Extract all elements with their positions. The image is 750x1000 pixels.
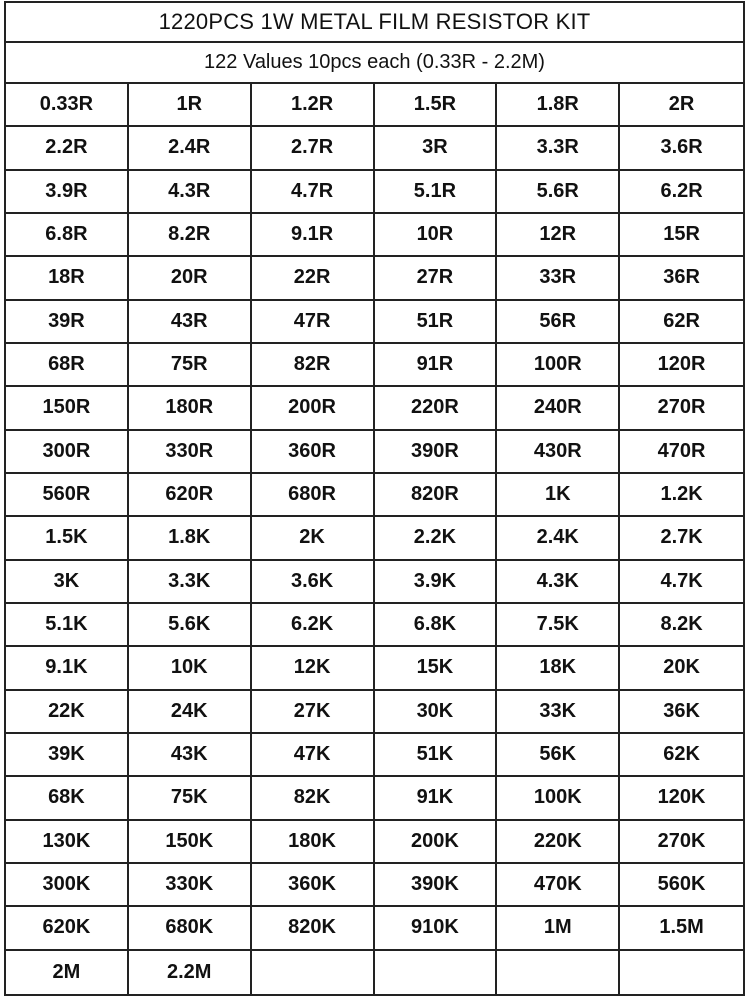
resistor-value-cell: 3.6K (252, 561, 375, 604)
resistor-value-cell: 330R (129, 431, 252, 474)
resistor-value-cell: 620K (6, 907, 129, 950)
resistor-value-cell: 3.9K (375, 561, 498, 604)
resistor-value-cell: 4.3R (129, 171, 252, 214)
resistor-value-cell: 2M (6, 951, 129, 994)
resistor-value-cell: 200K (375, 821, 498, 864)
resistor-value-cell: 3.3K (129, 561, 252, 604)
resistor-value-cell: 3R (375, 127, 498, 170)
resistor-value-cell: 20K (620, 647, 743, 690)
resistor-value-cell: 4.7R (252, 171, 375, 214)
resistor-value-cell: 2.7K (620, 517, 743, 560)
resistor-value-cell: 6.8K (375, 604, 498, 647)
resistor-value-cell: 180R (129, 387, 252, 430)
resistor-value-cell: 10R (375, 214, 498, 257)
resistor-value-cell: 82K (252, 777, 375, 820)
empty-cell (375, 951, 498, 994)
resistor-value-cell: 0.33R (6, 84, 129, 127)
resistor-value-cell: 1.5M (620, 907, 743, 950)
resistor-value-cell: 560K (620, 864, 743, 907)
resistor-value-cell: 200R (252, 387, 375, 430)
resistor-value-cell: 270R (620, 387, 743, 430)
resistor-value-cell: 82R (252, 344, 375, 387)
resistor-value-cell: 300K (6, 864, 129, 907)
resistor-value-cell: 9.1K (6, 647, 129, 690)
resistor-value-cell: 12R (497, 214, 620, 257)
resistor-value-cell: 47K (252, 734, 375, 777)
resistor-value-cell: 1.8K (129, 517, 252, 560)
resistor-value-cell: 3K (6, 561, 129, 604)
resistor-value-cell: 150K (129, 821, 252, 864)
resistor-value-cell: 9.1R (252, 214, 375, 257)
resistor-value-cell: 2.2K (375, 517, 498, 560)
resistor-value-cell: 5.1R (375, 171, 498, 214)
resistor-value-cell: 1.2K (620, 474, 743, 517)
resistor-value-cell: 3.6R (620, 127, 743, 170)
resistor-value-cell: 18R (6, 257, 129, 300)
resistor-value-cell: 2.4K (497, 517, 620, 560)
resistor-value-cell: 120K (620, 777, 743, 820)
resistor-value-cell: 2.7R (252, 127, 375, 170)
resistor-value-cell: 43R (129, 301, 252, 344)
resistor-value-cell: 15K (375, 647, 498, 690)
resistor-value-cell: 2.4R (129, 127, 252, 170)
resistor-value-cell: 130K (6, 821, 129, 864)
resistor-value-cell: 33K (497, 691, 620, 734)
empty-cell (252, 951, 375, 994)
resistor-value-cell: 620R (129, 474, 252, 517)
resistor-value-cell: 51R (375, 301, 498, 344)
resistor-value-cell: 24K (129, 691, 252, 734)
resistor-value-cell: 270K (620, 821, 743, 864)
resistor-value-cell: 15R (620, 214, 743, 257)
resistor-value-cell: 36K (620, 691, 743, 734)
resistor-value-grid (6, 84, 743, 994)
resistor-value-cell: 8.2R (129, 214, 252, 257)
resistor-value-cell: 8.2K (620, 604, 743, 647)
resistor-value-cell: 360K (252, 864, 375, 907)
resistor-value-cell: 1M (497, 907, 620, 950)
resistor-value-cell: 56K (497, 734, 620, 777)
resistor-value-cell: 27K (252, 691, 375, 734)
resistor-value-cell: 91R (375, 344, 498, 387)
resistor-value-cell: 5.1K (6, 604, 129, 647)
resistor-value-cell: 300R (6, 431, 129, 474)
resistor-value-cell: 1R (129, 84, 252, 127)
resistor-value-cell: 18K (497, 647, 620, 690)
resistor-value-cell: 20R (129, 257, 252, 300)
resistor-value-cell: 33R (497, 257, 620, 300)
resistor-value-cell: 68R (6, 344, 129, 387)
resistor-value-cell: 39R (6, 301, 129, 344)
resistor-value-cell: 68K (6, 777, 129, 820)
resistor-value-cell: 560R (6, 474, 129, 517)
resistor-value-cell: 470K (497, 864, 620, 907)
resistor-value-cell: 1K (497, 474, 620, 517)
resistor-value-cell: 91K (375, 777, 498, 820)
resistor-value-cell: 22R (252, 257, 375, 300)
resistor-value-cell: 6.2R (620, 171, 743, 214)
table-subtitle: 122 Values 10pcs each (0.33R - 2.2M) (6, 43, 743, 84)
resistor-value-cell: 430R (497, 431, 620, 474)
empty-cell (497, 951, 620, 994)
resistor-value-cell: 27R (375, 257, 498, 300)
resistor-value-cell: 390K (375, 864, 498, 907)
resistor-value-cell: 2K (252, 517, 375, 560)
resistor-value-cell: 5.6R (497, 171, 620, 214)
resistor-value-cell: 62K (620, 734, 743, 777)
resistor-value-cell: 10K (129, 647, 252, 690)
resistor-value-cell: 2R (620, 84, 743, 127)
empty-cell (620, 951, 743, 994)
resistor-value-cell: 6.2K (252, 604, 375, 647)
resistor-value-cell: 75K (129, 777, 252, 820)
resistor-value-cell: 390R (375, 431, 498, 474)
resistor-value-cell: 22K (6, 691, 129, 734)
resistor-value-cell: 39K (6, 734, 129, 777)
resistor-value-cell: 220K (497, 821, 620, 864)
resistor-value-cell: 100R (497, 344, 620, 387)
resistor-value-cell: 2.2M (129, 951, 252, 994)
resistor-value-cell: 30K (375, 691, 498, 734)
resistor-value-cell: 1.8R (497, 84, 620, 127)
resistor-value-cell: 180K (252, 821, 375, 864)
resistor-value-cell: 6.8R (6, 214, 129, 257)
resistor-value-cell: 5.6K (129, 604, 252, 647)
resistor-value-cell: 75R (129, 344, 252, 387)
resistor-value-cell: 910K (375, 907, 498, 950)
resistor-value-cell: 330K (129, 864, 252, 907)
resistor-value-cell: 360R (252, 431, 375, 474)
table-title: 1220PCS 1W METAL FILM RESISTOR KIT (6, 3, 743, 43)
resistor-value-cell: 820K (252, 907, 375, 950)
resistor-value-cell: 120R (620, 344, 743, 387)
resistor-value-cell: 680R (252, 474, 375, 517)
resistor-kit-table (4, 1, 745, 996)
resistor-value-cell: 680K (129, 907, 252, 950)
resistor-value-cell: 43K (129, 734, 252, 777)
resistor-value-cell: 150R (6, 387, 129, 430)
resistor-value-cell: 36R (620, 257, 743, 300)
resistor-value-cell: 2.2R (6, 127, 129, 170)
resistor-value-cell: 1.5K (6, 517, 129, 560)
resistor-value-cell: 470R (620, 431, 743, 474)
resistor-value-cell: 3.3R (497, 127, 620, 170)
resistor-value-cell: 220R (375, 387, 498, 430)
resistor-value-cell: 51K (375, 734, 498, 777)
resistor-value-cell: 3.9R (6, 171, 129, 214)
resistor-value-cell: 240R (497, 387, 620, 430)
resistor-value-cell: 1.2R (252, 84, 375, 127)
resistor-value-cell: 820R (375, 474, 498, 517)
resistor-value-cell: 100K (497, 777, 620, 820)
resistor-value-cell: 4.7K (620, 561, 743, 604)
resistor-value-cell: 62R (620, 301, 743, 344)
resistor-value-cell: 47R (252, 301, 375, 344)
resistor-value-cell: 7.5K (497, 604, 620, 647)
resistor-value-cell: 56R (497, 301, 620, 344)
resistor-value-cell: 4.3K (497, 561, 620, 604)
resistor-value-cell: 1.5R (375, 84, 498, 127)
resistor-value-cell: 12K (252, 647, 375, 690)
